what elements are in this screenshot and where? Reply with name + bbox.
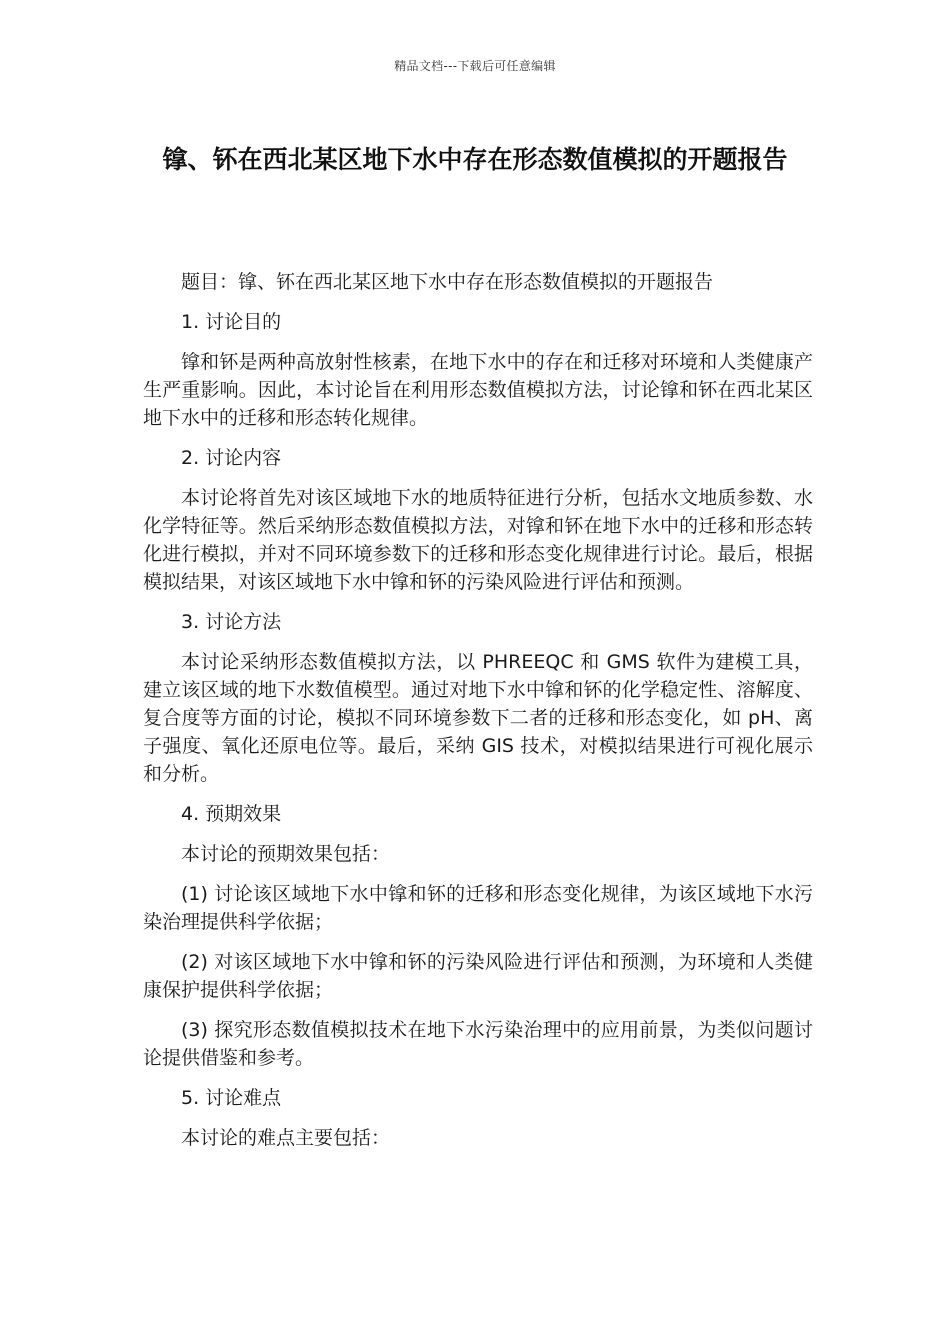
section-3-heading: 3. 讨论方法 [181, 611, 282, 633]
section-2-heading: 2. 讨论内容 [181, 447, 282, 469]
section-3-paragraph: 本讨论采纳形态数值模拟方法，以 PHREEQC 和 GMS 软件为建模工具，建立该区域的地下水数值模型。通过对地下水中镎和钚的化学稳定性、溶解度、复合度等方面的讨论，模拟不同环境参数下二者的迁移和形态变化，如 pH、离子强度、氧化还原电位等。最后，采纳 GIS 技术，对模拟结果进行可视化展示和分析。 [143, 651, 813, 785]
section-4-heading: 4. 预期效果 [181, 803, 282, 825]
section-5-heading: 5. 讨论难点 [181, 1087, 282, 1109]
section-4-intro: 本讨论的预期效果包括： [181, 843, 391, 865]
document-title: 镎、钚在西北某区地下水中存在形态数值模拟的开题报告 [162, 145, 788, 174]
document-body [143, 268, 813, 1164]
section-5-intro: 本讨论的难点主要包括： [181, 1127, 391, 1149]
section-1-paragraph: 镎和钚是两种高放射性核素，在地下水中的存在和迁移对环境和人类健康产生严重影响。因此，本讨论旨在利用形态数值模拟方法，讨论镎和钚在西北某区地下水中的迁移和形态转化规律。 [143, 351, 813, 429]
subject-line: 题目：镎、钚在西北某区地下水中存在形态数值模拟的开题报告 [181, 271, 714, 293]
section-1-heading: 1. 讨论目的 [181, 311, 282, 333]
section-2-paragraph: 本讨论将首先对该区域地下水的地质特征进行分析，包括水文地质参数、水化学特征等。然后采纳形态数值模拟方法，对镎和钚在地下水中的迁移和形态转化进行模拟，并对不同环境参数下的迁移和形态变化规律进行讨论。最后，根据模拟结果，对该区域地下水中镎和钚的污染风险进行评估和预测。 [143, 487, 813, 593]
page-header: 精品文档---下载后可任意编辑 [394, 59, 556, 73]
section-4-item-3: (3) 探究形态数值模拟技术在地下水污染治理中的应用前景，为类似问题讨论提供借鉴和参考。 [143, 1019, 813, 1069]
section-4-item-1: (1) 讨论该区域地下水中镎和钚的迁移和形态变化规律，为该区域地下水污染治理提供科学依据； [143, 883, 813, 933]
section-4-item-2: (2) 对该区域地下水中镎和钚的污染风险进行评估和预测，为环境和人类健康保护提供科学依据； [143, 951, 813, 1001]
